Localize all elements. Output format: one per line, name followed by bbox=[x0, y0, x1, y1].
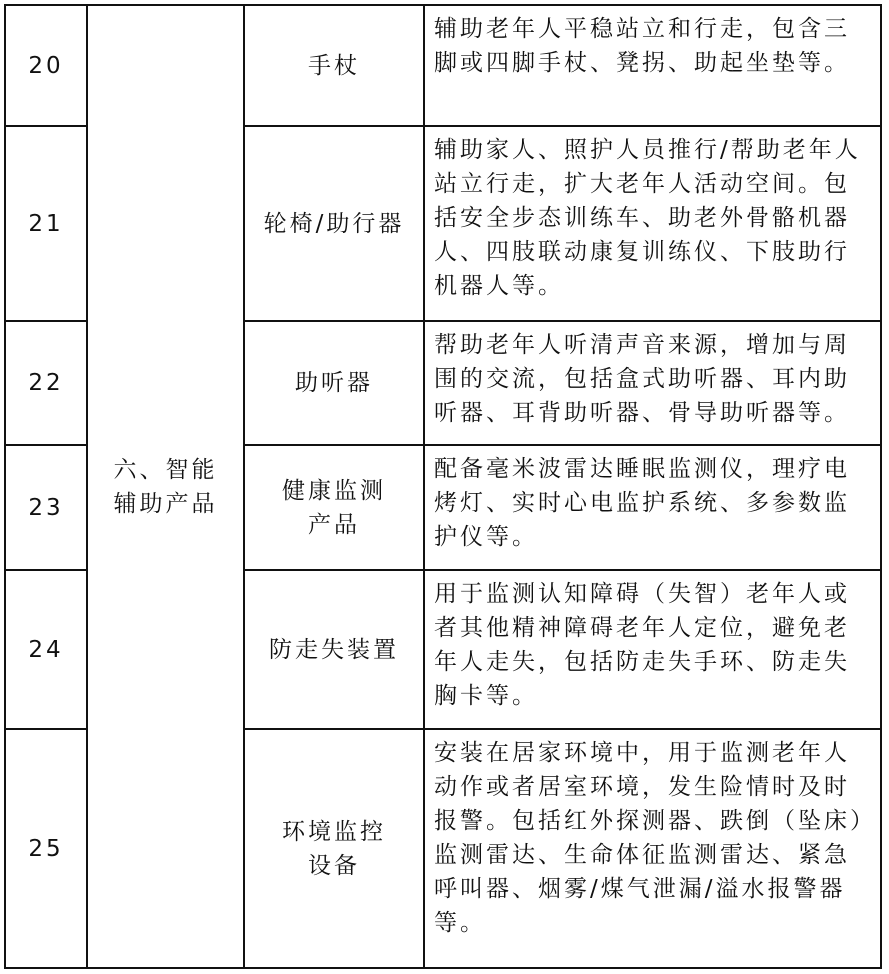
product-name: 环境监控 设备 bbox=[282, 818, 386, 879]
product-description: 配备毫米波雷达睡眠监测仪，理疗电烤灯、实时心电监护系统、多参数监护仪等。 bbox=[434, 456, 850, 550]
product-name: 防走失装置 bbox=[269, 636, 399, 663]
product-name-cell bbox=[244, 5, 424, 126]
product-name-cell bbox=[244, 445, 424, 570]
product-name: 助听器 bbox=[295, 370, 373, 396]
row-number: 25 bbox=[5, 729, 87, 968]
product-description: 用于监测认知障碍（失智）老年人或者其他精神障碍老年人定位，避免老年人走失，包括防走失手环、防走失胸卡等。 bbox=[434, 581, 850, 709]
row-number: 20 bbox=[5, 5, 87, 126]
product-name-cell bbox=[244, 729, 424, 968]
product-description-cell bbox=[424, 126, 881, 321]
row-number: 22 bbox=[5, 321, 87, 445]
product-name-cell bbox=[244, 321, 424, 445]
product-description-cell bbox=[424, 5, 881, 126]
product-name: 手杖 bbox=[308, 52, 360, 79]
row-number: 24 bbox=[5, 570, 87, 729]
product-description-cell bbox=[424, 445, 881, 570]
product-description-cell bbox=[424, 729, 881, 968]
row-number: 23 bbox=[5, 445, 87, 570]
product-description-cell bbox=[424, 570, 881, 729]
product-catalog-table bbox=[4, 4, 882, 969]
product-name: 健康监测 产品 bbox=[282, 477, 386, 538]
row-number: 21 bbox=[5, 126, 87, 321]
product-description-cell bbox=[424, 321, 881, 445]
product-name-cell bbox=[244, 570, 424, 729]
product-description: 帮助老年人听清声音来源，增加与周围的交流，包括盒式助听器、耳内助听器、耳背助听器、骨导助听器等。 bbox=[434, 332, 850, 426]
table-row bbox=[5, 5, 881, 126]
category-cell bbox=[87, 5, 244, 968]
category-label: 六、智能 辅助产品 bbox=[113, 456, 218, 517]
product-description: 辅助家人、照护人员推行/帮助老年人站立行走，扩大老年人活动空间。包括安全步态训练车、助老外骨骼机器人、四肢联动康复训练仪、下肢助行机器人等。 bbox=[434, 137, 861, 299]
product-name: 轮椅/助行器 bbox=[263, 210, 405, 237]
product-description: 安装在居家环境中，用于监测老年人动作或者居室环境，发生险情时及时报警。包括红外探测器、跌倒（坠床）监测雷达、生命体征监测雷达、紧急呼叫器、烟雾/煤气泄漏/溢水报警器等。 bbox=[434, 740, 865, 936]
product-name-cell bbox=[244, 126, 424, 321]
product-description: 辅助老年人平稳站立和行走，包含三脚或四脚手杖、凳拐、助起坐垫等。 bbox=[434, 16, 850, 76]
